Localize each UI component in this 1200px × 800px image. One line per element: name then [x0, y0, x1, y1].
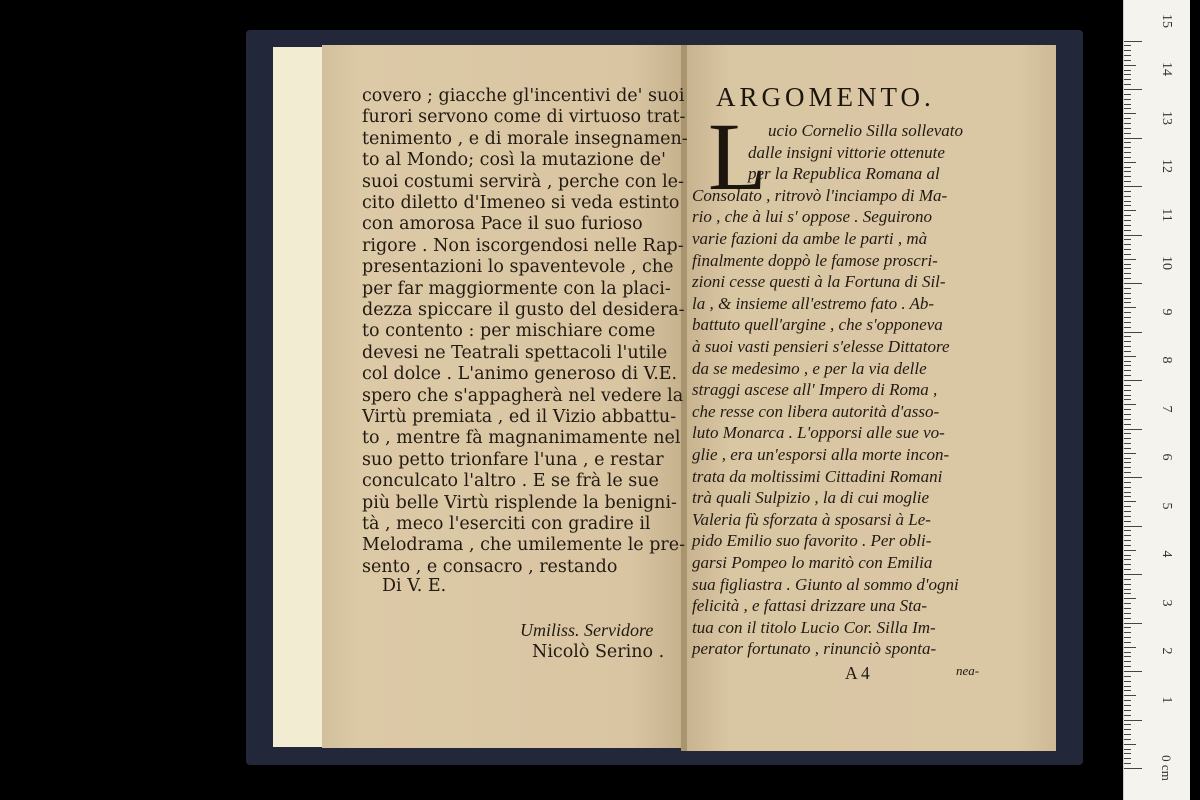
ruler-tick [1124, 744, 1136, 745]
text-line: per far maggiormente con la placi- [362, 278, 671, 299]
ruler-tick [1124, 540, 1131, 541]
text-line: presentazioni lo spaventevole , che [362, 257, 674, 278]
text-line: covero ; giacche gl'incentivi de' suoi [362, 86, 685, 106]
ruler-tick [1124, 186, 1142, 187]
ruler-tick [1124, 666, 1131, 667]
ruler-number: 5 [1159, 502, 1174, 509]
ruler-tick [1124, 196, 1131, 197]
ruler-tick [1124, 147, 1131, 148]
ruler-tick [1124, 545, 1131, 546]
ruler-tick [1124, 201, 1131, 202]
ruler-tick [1124, 681, 1131, 682]
ruler-tick [1124, 608, 1131, 609]
ruler-tick [1124, 70, 1131, 71]
ruler-tick [1124, 739, 1131, 740]
ruler-tick [1124, 763, 1131, 764]
ruler-tick [1124, 264, 1131, 265]
ruler-tick [1124, 724, 1131, 725]
ruler-tick [1124, 336, 1131, 337]
ruler-tick [1124, 511, 1131, 512]
text-line: dalle insigni vittorie ottenute [748, 142, 945, 162]
ruler-number: 6 [1159, 453, 1174, 461]
ruler-tick [1124, 555, 1131, 556]
ruler-tick [1124, 526, 1142, 527]
ruler-tick [1124, 74, 1131, 75]
ruler-tick [1124, 603, 1131, 604]
ruler-number: 13 [1159, 110, 1174, 125]
ruler-tick [1124, 317, 1131, 318]
text-line: con amorosa Pace il suo furioso [362, 214, 643, 235]
text-line: to contento : per mischiare come [362, 321, 656, 342]
ruler-tick [1124, 627, 1131, 628]
text-line: luto Monarca . L'opporsi alle sue vo- [692, 423, 945, 443]
ruler-tick [1124, 45, 1131, 46]
ruler-tick [1124, 162, 1136, 163]
text-line: da se medesimo , e per la via delle [692, 358, 927, 378]
ruler-tick [1124, 487, 1131, 488]
ruler-tick [1124, 482, 1131, 483]
ruler-tick [1124, 448, 1131, 449]
page-title: ARGOMENTO. [716, 82, 935, 112]
ruler-tick [1124, 472, 1131, 473]
ruler-number: 8 [1159, 356, 1174, 364]
text-line: ucio Cornelio Silla sollevato [768, 121, 964, 140]
ruler-number: 9 [1159, 308, 1174, 315]
text-line: to , mentre fà magnanimamente nel [362, 428, 681, 449]
ruler-tick [1124, 414, 1131, 415]
text-line: zioni cesse questi à la Fortuna di Sil- [692, 272, 946, 292]
ruler-tick [1124, 686, 1131, 687]
ruler-tick [1124, 419, 1131, 420]
ruler-tick [1124, 138, 1142, 139]
ruler-tick [1124, 341, 1131, 342]
text-line: Melodrama , che umilemente le pre- [362, 535, 686, 556]
ruler-tick [1124, 395, 1131, 396]
ruler-tick [1124, 99, 1131, 100]
ruler-tick [1124, 521, 1131, 522]
ruler-tick [1124, 516, 1131, 517]
ruler-tick [1124, 661, 1131, 662]
ruler-tick [1124, 458, 1131, 459]
ruler-number: 2 [1159, 647, 1174, 655]
text-line: Consolato , ritrovò l'inciampo di Ma- [692, 185, 948, 205]
text-line: spero che s'appagherà nel vedere la [362, 385, 684, 406]
ruler-tick [1124, 632, 1131, 633]
ruler-tick [1124, 734, 1131, 735]
ruler-tick [1124, 477, 1142, 478]
text-line: rigore . Non iscorgendosi nelle Rap- [362, 235, 684, 256]
ruler-tick [1124, 249, 1131, 250]
ruler-tick [1124, 550, 1136, 551]
ruler-tick [1124, 492, 1131, 493]
catchword: nea- [956, 663, 980, 678]
ruler-tick [1124, 380, 1142, 381]
ruler-tick [1124, 84, 1131, 85]
ruler-tick [1124, 108, 1131, 109]
ruler-tick [1124, 433, 1131, 434]
ruler-number: 1 [1159, 696, 1174, 703]
text-line: col dolce . L'animo generoso di V.E. [362, 364, 678, 385]
ruler-tick [1124, 715, 1131, 716]
signature-mark: A 4 [845, 663, 870, 683]
text-line: à suoi vasti pensieri s'elesse Dittatore [692, 337, 950, 356]
ruler-tick [1124, 142, 1131, 143]
text-line: rio , che à lui s' oppose . Seguirono [692, 207, 933, 227]
ruler-tick [1124, 118, 1131, 119]
ruler-tick [1124, 113, 1136, 114]
text-line: dezza spiccare il gusto del desidera- [362, 300, 685, 320]
ruler-tick [1124, 652, 1131, 653]
ruler-tick [1124, 157, 1131, 158]
ruler-tick [1124, 385, 1131, 386]
ruler-tick [1124, 210, 1136, 211]
ruler-tick [1124, 637, 1131, 638]
ruler-unit-label: 0 cm [1159, 755, 1174, 781]
ruler-tick [1124, 235, 1142, 236]
ruler-number: 10 [1159, 256, 1174, 270]
ruler-number: 11 [1159, 207, 1174, 222]
ruler-number: 4 [1159, 550, 1174, 558]
text-line: trata da moltissimi Cittadini Romani [692, 466, 943, 486]
text-line: suoi costumi servirà , perche con le- [362, 171, 684, 192]
ruler-tick [1124, 171, 1131, 172]
ruler-tick [1124, 623, 1142, 624]
ruler-tick [1124, 41, 1142, 42]
ruler-tick [1124, 579, 1131, 580]
signature-name: Nicolò Serino . [532, 642, 665, 662]
text-line: varie fazioni da ambe le parti , mà [692, 229, 928, 248]
ruler-tick [1124, 598, 1136, 599]
ruler-tick [1124, 288, 1131, 289]
text-line: sua figliastra . Giunto al sommo d'ogni [692, 574, 959, 594]
ruler-tick [1124, 438, 1131, 439]
text-line: cito diletto d'Imeneo si veda estinto [362, 193, 680, 213]
ruler-tick [1124, 710, 1131, 711]
ruler-tick [1124, 365, 1131, 366]
ruler-tick [1124, 564, 1131, 565]
ruler-tick [1124, 574, 1142, 575]
ruler-number: 15 [1159, 13, 1174, 28]
ruler-tick [1124, 167, 1131, 168]
ruler-tick [1124, 375, 1131, 376]
text-line: finalmente doppò le famose proscri- [692, 250, 938, 270]
ruler-tick [1124, 278, 1131, 279]
ruler-tick [1124, 176, 1131, 177]
text-line: conculcato l'altro . E se frà le sue [362, 471, 659, 492]
ruler-tick [1124, 123, 1131, 124]
ruler-tick [1124, 506, 1131, 507]
ruler-tick [1124, 593, 1131, 594]
text-line: straggi ascese all' Impero di Roma , [692, 380, 938, 400]
ruler-tick [1124, 302, 1131, 303]
ruler-tick [1124, 268, 1131, 269]
ruler-tick [1124, 79, 1131, 80]
text-line: più belle Virtù risplende la benigni- [362, 492, 677, 513]
ruler-tick [1124, 720, 1142, 721]
ruler-tick [1124, 671, 1142, 672]
ruler-tick [1124, 535, 1131, 536]
measurement-ruler [1123, 0, 1190, 800]
ruler-number: 7 [1159, 405, 1174, 412]
text-line: battuto quell'argine , che s'opponeva [692, 315, 943, 335]
text-line: trà quali Sulpizio , la di cui moglie [692, 488, 930, 508]
ruler-tick [1124, 312, 1131, 313]
ruler-tick [1124, 647, 1136, 648]
ruler-tick [1124, 705, 1131, 706]
ruler-tick [1124, 569, 1131, 570]
ruler-tick [1124, 695, 1136, 696]
text-line: suo petto trionfare l'una , e restar [362, 449, 664, 470]
signature-title: Umiliss. Servidore [520, 620, 654, 640]
ruler-tick [1124, 409, 1131, 410]
text-line: per la Republica Romana al [748, 164, 940, 184]
ruler-tick [1124, 332, 1142, 333]
text-line: tenimento , e di morale insegnamen- [362, 128, 688, 149]
ruler-tick [1124, 254, 1131, 255]
ruler-tick [1124, 104, 1131, 105]
ruler-tick [1124, 205, 1131, 206]
ruler-tick [1124, 642, 1131, 643]
text-line: felicità , e fattasi drizzare una Sta- [692, 596, 927, 616]
ruler-tick [1124, 496, 1131, 497]
ruler-tick [1124, 230, 1131, 231]
ruler-tick [1124, 361, 1131, 362]
ruler-tick [1124, 453, 1136, 454]
text-line: pido Emilio suo favorito . Per obli- [692, 531, 932, 551]
ruler-tick [1124, 65, 1136, 66]
ruler-tick [1124, 613, 1131, 614]
drop-cap: L [708, 103, 767, 210]
ruler-tick [1124, 215, 1131, 216]
closing-formula: Di V. E. [382, 576, 447, 596]
ruler-tick [1124, 133, 1131, 134]
ruler-tick [1124, 618, 1131, 619]
ruler-tick [1124, 370, 1131, 371]
text-line: tua con il titolo Lucio Cor. Silla Im- [692, 617, 936, 637]
ruler-number: 3 [1159, 599, 1174, 606]
ruler-tick [1124, 307, 1136, 308]
ruler-number: 12 [1159, 159, 1174, 173]
text-line: tà , meco l'eserciti con gradire il [362, 514, 651, 534]
ruler-tick [1124, 152, 1131, 153]
ruler-tick [1124, 346, 1131, 347]
ruler-tick [1124, 404, 1136, 405]
ruler-tick [1124, 749, 1131, 750]
ruler-tick [1124, 89, 1142, 90]
ruler-tick [1124, 729, 1131, 730]
ruler-tick [1124, 656, 1131, 657]
ruler-tick [1124, 50, 1131, 51]
ruler-tick [1124, 60, 1131, 61]
text-line: perator fortunato , rinunciò sponta- [692, 639, 937, 659]
text-line: sento , e consacro , restando [362, 556, 618, 577]
ruler-tick [1124, 758, 1131, 759]
ruler-tick [1124, 298, 1131, 299]
ruler-tick [1124, 424, 1131, 425]
ruler-tick [1124, 584, 1131, 585]
ruler-tick [1124, 239, 1131, 240]
ruler-tick [1124, 390, 1131, 391]
ruler-tick [1124, 191, 1131, 192]
ruler-tick [1124, 589, 1131, 590]
ruler-tick [1124, 225, 1131, 226]
ruler-tick [1124, 768, 1142, 769]
ruler-tick [1124, 293, 1131, 294]
ruler-tick [1124, 259, 1136, 260]
text-line: glie , era un'esporsi alla morte incon- [692, 445, 950, 464]
ruler-tick [1124, 700, 1131, 701]
ruler-tick [1124, 530, 1131, 531]
ruler-tick [1124, 690, 1131, 691]
text-line: Virtù premiata , ed il Vizio abbattu- [362, 407, 677, 427]
ruler-tick [1124, 429, 1142, 430]
text-line: to al Mondo; così la mutazione de' [362, 150, 666, 171]
text-line: garsi Pompeo lo maritò con Emilia [692, 553, 933, 572]
ruler-tick [1124, 462, 1131, 463]
ruler-tick [1124, 753, 1131, 754]
ruler-tick [1124, 467, 1131, 468]
ruler-tick [1124, 55, 1131, 56]
ruler-tick [1124, 676, 1131, 677]
ruler-tick [1124, 181, 1131, 182]
ruler-tick [1124, 327, 1131, 328]
flyleaf [273, 47, 323, 747]
ruler-tick [1124, 220, 1131, 221]
text-line: furori servono come di virtuoso trat- [362, 107, 686, 128]
text-line: che resse con libera autorità d'asso- [692, 401, 940, 421]
text-line: Valeria fù sforzata à sposarsi à Le- [692, 509, 931, 529]
ruler-tick [1124, 356, 1136, 357]
ruler-tick [1124, 399, 1131, 400]
ruler-number: 14 [1159, 62, 1174, 76]
ruler-tick [1124, 559, 1131, 560]
ruler-tick [1124, 283, 1142, 284]
ruler-tick [1124, 128, 1131, 129]
ruler-tick [1124, 501, 1136, 502]
ruler-tick [1124, 351, 1131, 352]
ruler-tick [1124, 322, 1131, 323]
ruler-tick [1124, 443, 1131, 444]
ruler-tick [1124, 94, 1131, 95]
ruler-tick [1124, 273, 1131, 274]
ruler-tick [1124, 244, 1131, 245]
text-line: devesi ne Teatrali spettacoli l'utile [362, 342, 668, 363]
text-line: la , & insieme all'estremo fato . Ab- [692, 293, 935, 313]
